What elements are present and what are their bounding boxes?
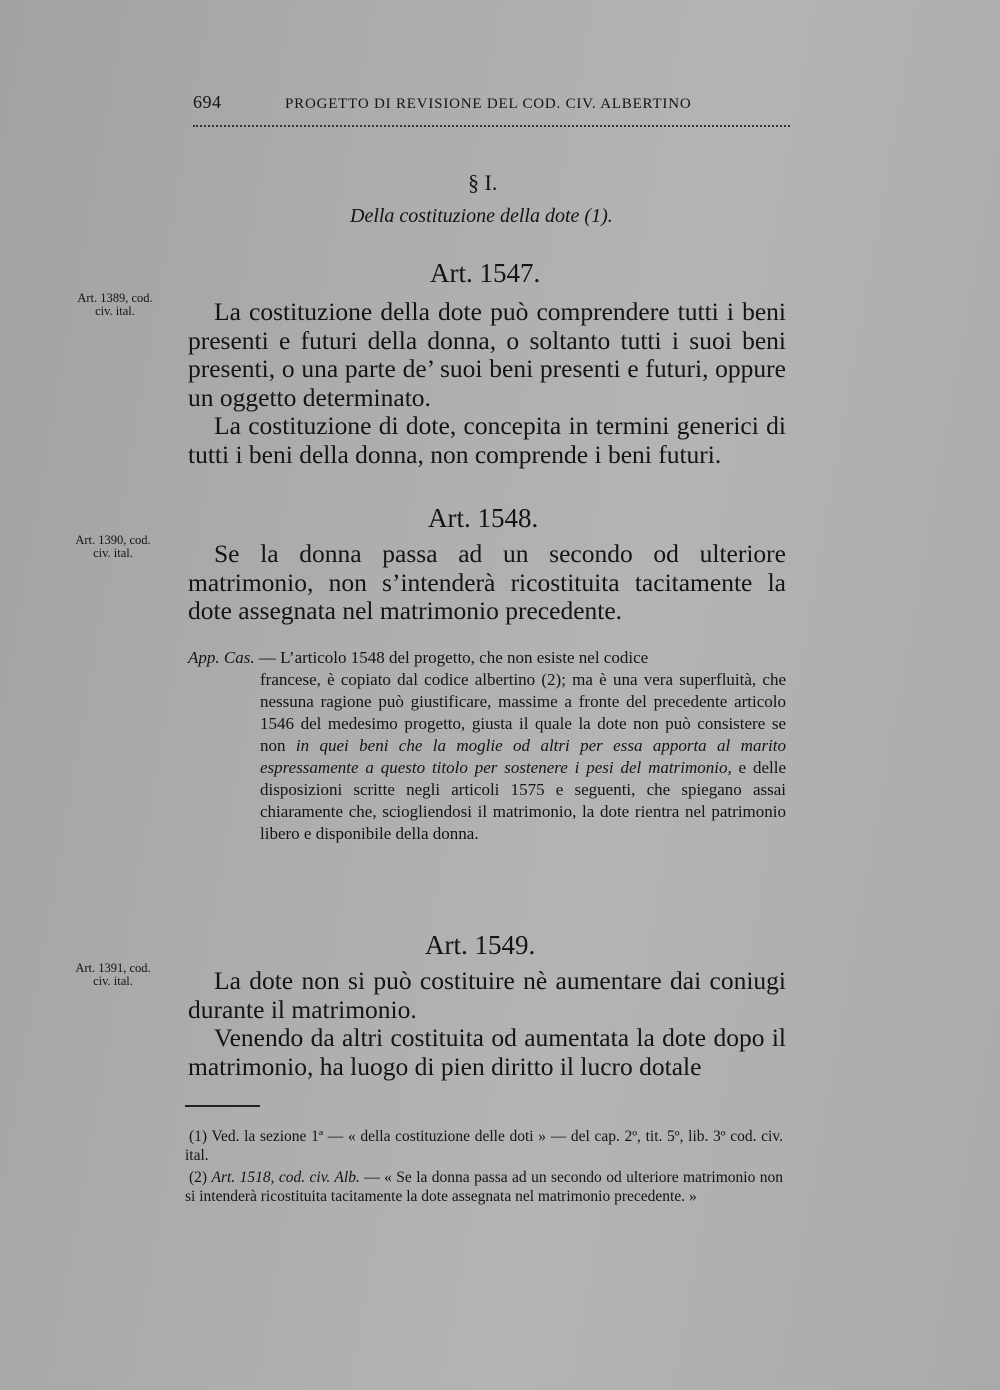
margin-note-line: Art. 1390, cod. — [75, 533, 151, 547]
commentary-lead: App. Cas. — [188, 648, 255, 667]
article-body-1548 — [188, 540, 786, 626]
page-number: 694 — [193, 92, 222, 112]
article-body-1549 — [188, 967, 786, 1081]
commentary — [188, 647, 786, 845]
commentary-text-2: e delle disposizioni scritte negli articoli 1575 e seguenti, che spiegano assai chiaramente che, sciogliendosi il matrimonio, la dote rientra nel patrimonio libero e disponibile della donna. — [260, 758, 786, 843]
commentary-first-line — [188, 647, 786, 669]
commentary-text-1: francese, è copiato dal codice albertino (2); ma è una vera superfluità, che nessuna ragione può giustificare, massime a fronte del precedente articolo 1546 del medesimo progetto, giusta il quale la dote non può consistere se non — [260, 670, 786, 755]
article-paragraph: La costituzione di dote, concepita in termini generici di tutti i beni della donna, non comprende i beni futuri. — [188, 411, 786, 469]
footnote-text: — « Se la donna passa ad un secondo od ulteriore matrimonio non si intenderà ricostituita tacitamente la dote assegnata nel matrimonio precedente. » — [185, 1169, 783, 1205]
article-paragraph: La dote non si può costituire nè aumentare dai coniugi durante il matrimonio. — [188, 966, 786, 1024]
margin-note-1548 — [58, 534, 168, 560]
margin-note-1549 — [58, 962, 168, 988]
footnote-2 — [185, 1168, 783, 1206]
article-heading-1549: Art. 1549. — [425, 930, 536, 960]
running-title: PROGETTO DI REVISIONE DEL COD. CIV. ALBERTINO — [285, 96, 692, 112]
margin-note-line: Art. 1389, cod. — [77, 291, 153, 305]
footnote-number: (2) — [189, 1169, 208, 1186]
footnote-text: Ved. la sezione 1ª — « della costituzione delle doti » — del cap. 2º, tit. 5º, lib. 3º cod. civ. ital. — [185, 1128, 783, 1164]
article-heading-1548: Art. 1548. — [428, 503, 539, 533]
footnote-1 — [185, 1127, 783, 1165]
footnote-ref: Art. 1518, cod. civ. Alb. — [211, 1169, 360, 1186]
margin-note-line: civ. ital. — [95, 304, 135, 318]
section-mark: § I. — [468, 170, 498, 195]
footnotes — [185, 1127, 783, 1209]
article-paragraph: La costituzione della dote può comprendere tutti i beni presenti e futuri della donna, o soltanto tutti i suoi beni presenti, o una parte de’ suoi beni presenti e futuri, oppure un oggetto determinato. — [188, 297, 786, 412]
article-paragraph: Venendo da altri costituita od aumentata la dote dopo il matrimonio, ha luogo di pien diritto il lucro dotale — [188, 1023, 786, 1081]
margin-note-1547 — [60, 292, 170, 318]
article-paragraph: Se la donna passa ad un secondo od ulteriore matrimonio, non s’intenderà ricostituita tacitamente la dote assegnata nel matrimonio precedente. — [188, 539, 786, 625]
commentary-first-line-text: — L’articolo 1548 del progetto, che non esiste nel codice — [254, 648, 649, 667]
header-rule — [193, 125, 790, 127]
article-heading-1547: Art. 1547. — [430, 258, 541, 288]
section-title: Della costituzione della dote (1). — [350, 205, 613, 227]
footnote-rule — [185, 1105, 260, 1107]
article-body-1547 — [188, 298, 786, 469]
footnote-number: (1) — [189, 1128, 208, 1145]
margin-note-line: civ. ital. — [93, 546, 133, 560]
commentary-body — [188, 669, 786, 845]
commentary-quote: in quei beni che la moglie od altri per essa apporta al marito espressamente a questo titolo per sostenere i pesi del matrimonio, — [260, 736, 787, 777]
margin-note-line: Art. 1391, cod. — [75, 961, 151, 975]
margin-note-line: civ. ital. — [93, 974, 133, 988]
